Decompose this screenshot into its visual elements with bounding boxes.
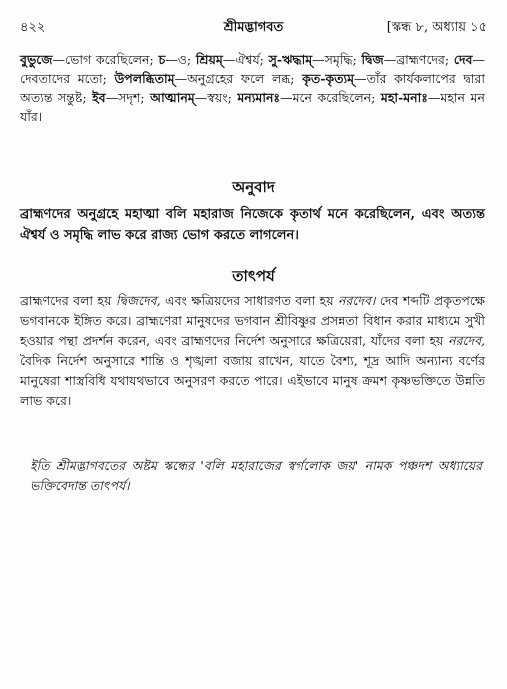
purport-segment: বৈদিক নির্দেশ অনুসারে শান্তি ও শৃঙ্খলা বজায় রাখেন, যাতে বৈশ্য, শূদ্র আদি অন্যান্য বর্ণের মানুষেরা শাস্ত্রবিধি যথাযথভাবে অনুসরণ করতে পারে। এইভাবে মানুষ ক্রমশ কৃষ্ণভক্তিতে উন্নতি লাভ করে।	[20, 353, 485, 408]
synonym-word: আত্মানম্	[150, 90, 195, 105]
translation-heading: অনুবাদ	[232, 178, 275, 196]
synonym-meaning: মনে করেছিলেন;	[292, 90, 376, 105]
chapter-closing-note: ইতি শ্রীমদ্ভাগবতের অষ্টম স্কন্ধের 'বলি মহারাজের স্বর্গলোক জয়' নামক পঞ্চদশ অধ্যায়ের ভক্তিবেদান্ত তাৎপর্য।	[30, 458, 482, 493]
purport-text	[20, 291, 485, 411]
purport-heading: তাৎপর্য	[232, 267, 275, 285]
purport-segment: ব্রাহ্মণদের বলা হয়	[20, 293, 116, 308]
synonym-word: শ্রিয়ম্	[195, 52, 223, 67]
synonym-meaning: সমৃদ্ধি;	[324, 52, 357, 67]
purport-segment: দেব শব্দটি প্রকৃতপক্ষে ভগবানকে ইঙ্গিত করে। ব্রাহ্মণেরা মানুষদের ভগবান শ্রীবিষ্ণুর প্রসন্নতা বিধান করার মাধ্যমে সুখী হওয়ার পন্থা প্রদর্শন করেন, এবং ব্রাহ্মণদের নির্দেশ অনুসারে ক্ষত্রিয়েরা, যাঁদের বলা হয়	[20, 293, 486, 348]
chapter-reference: [স্কন্ধ ৮, অধ্যায় ১৫	[386, 20, 487, 35]
purport-segment: এবং ক্ষত্রিয়দের সাধারণত বলা হয়	[160, 293, 339, 308]
synonym-word: চ	[158, 52, 166, 67]
translation-text: ব্রাহ্মণদের অনুগ্রহে মহাত্মা বলি মহারাজ নিজেকে কৃতার্থ মনে করেছিলেন, এবং অত্যন্ত ঐশ্বর্য ও সমৃদ্ধি লাভ করে রাজ্য ভোগ করতে লাগলেন।	[20, 207, 485, 243]
synonym-word: বুভুজে	[20, 52, 53, 67]
synonyms-paragraph: বুভুজে—ভোগ করেছিলেন; চ—ও; শ্রিয়ম্—ঐশ্বর্য; সু-ঋদ্ধাম্—সমৃদ্ধি; দ্বিজ—ব্রাহ্মণদের; দেব—দেবতাদের মতো; উপলব্ধিতাম্—অনুগ্রহের ফলে লব্ধ; কৃত-কৃত্যম্—তাঁর কার্যকলাপের দ্বারা অত্যন্ত সন্তুষ্ট; ইব—সদৃশ; আত্মানম্—স্বয়ং; মন্যমানঃ—মনে করেছিলেন; মহা-মনাঃ—মহান মন যাঁর।	[20, 52, 485, 124]
synonym-meaning: ব্রাহ্মণদের;	[396, 52, 450, 67]
page-number: ৪২২	[20, 20, 46, 35]
book-title: শ্রীমদ্ভাগবত	[223, 20, 284, 35]
synonym-word: উপলব্ধিতাম্	[114, 71, 175, 86]
synonym-word: কৃত-কৃত্যম্	[302, 71, 355, 86]
page-header	[20, 18, 487, 36]
synonym-word: ইব	[92, 90, 106, 105]
synonym-meaning: দেবতাদের মতো;	[20, 71, 107, 86]
synonym-meaning: ঐশ্বর্য;	[235, 52, 264, 67]
synonym-word: দেব	[453, 52, 473, 67]
synonym-meaning: তাঁর কার্যকলাপের দ্বারা অত্যন্ত সন্তুষ্ট;	[20, 71, 485, 105]
synonym-meaning: অনুগ্রহের ফলে লব্ধ;	[187, 71, 295, 86]
synonym-meaning: স্বয়ং;	[207, 90, 232, 105]
synonym-meaning: ভোগ করেছিলেন;	[64, 52, 154, 67]
purport-emphasis: দ্বিজদেব,	[115, 293, 161, 308]
purport-emphasis: নরদেব।	[338, 293, 376, 308]
synonym-word: সু-ঋদ্ধাম্	[268, 52, 313, 67]
synonym-meaning: মহান মন যাঁর।	[20, 90, 485, 124]
purport-emphasis: নরদেব,	[448, 333, 485, 348]
synonym-meaning: ও;	[177, 52, 192, 67]
synonym-word: দ্বিজ	[361, 52, 384, 67]
synonym-word: মন্যমানঃ	[237, 90, 281, 105]
synonym-meaning: সদৃশ;	[118, 90, 145, 105]
synonym-word: মহা-মনাঃ	[380, 90, 428, 105]
